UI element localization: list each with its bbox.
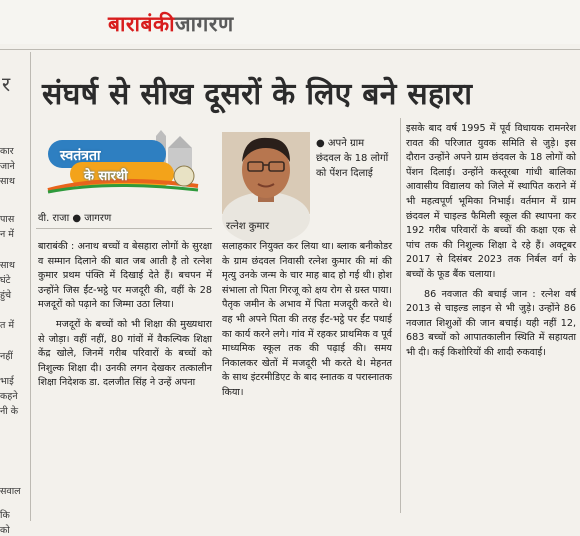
column-divider — [400, 118, 401, 513]
article-column-1 — [38, 240, 212, 391]
byline-divider — [36, 228, 212, 229]
left-column-line: पास — [0, 214, 15, 225]
left-column-line: नहीं — [0, 351, 13, 362]
left-column-line: साथ — [0, 176, 15, 187]
ratnesh-kumar-portrait — [222, 132, 310, 214]
left-column-line: घंटे — [0, 275, 11, 286]
logo-line-1: स्वतंत्रता — [60, 148, 101, 164]
article-paragraph: मजदूरों के बच्चों को भी शिक्षा की मुख्यधारा से जोड़ा। वहीं नहीं, 80 गांवों में वैकल्पिक शिक्षा केंद्र खोले, जिनमें गरीब परिवारों के बच्चों को निशुल्क शिक्षा दी। उनकी लगन देखकर तत्कालीन शिक्षा निदेशक डा. दलजीत सिंह ने उन्हें अपना — [38, 318, 212, 389]
article-paragraph: सलाहकार नियुक्त कर लिया था। ब्लाक बनीकोडर के ग्राम छंदवल निवासी रत्नेश कुमार की मां की मृत्यु उनके जन्म के चार माह बाद हो गई थी। होश संभाला तो पिता गिरजू को क्षय रोग से ग्रस्त पाया। पैतृक जमीन के अभाव में पिता मजदूरी करते थे। वह भी अपने पिता की तरह ईंट-भट्ठे पर ईंट पथाई का कार्य करने लगे। गांव में रहकर प्राथमिक व पूर्व माध्यमिक स्कूल तक की पढ़ाई की। समय निकालकर खेतों में मजदूरी भी करते थे। मेहनत के साथ इंटरमीडिएट के बाद स्नातक व परास्नातक किया। — [222, 241, 392, 398]
headline: संघर्ष से सीख दूसरों के लिए बने सहारा — [42, 77, 473, 112]
byline: वी. राजा ● जागरण — [38, 213, 112, 224]
callout-quote: ● अपने ग्राम छंदवल के 18 लोगों को पेंशन दिलाई — [316, 138, 389, 179]
masthead-brand: जागरण — [175, 12, 234, 36]
masthead-title — [108, 14, 234, 35]
left-column-line: न में — [0, 229, 14, 240]
article-paragraph: 86 नवजात की बचाई जान : रत्नेश वर्ष 2013 से चाइल्ड लाइन से भी जुड़े। उन्होंने 86 नवजात शिशुओं की जान बचाई। यही नहीं 12, 683 बच्चों को आपातकालीन स्थिति में सहायता भी दी। कई किशोरियों की शादी रुकवाई। — [406, 288, 576, 358]
left-adjacent-column — [0, 52, 31, 536]
portrait-graphic — [222, 132, 310, 214]
left-column-line: जाने — [0, 161, 15, 172]
left-column-line: सवाल — [0, 486, 21, 497]
photo-caption: रत्नेश कुमार — [226, 221, 270, 232]
masthead-city: बाराबंकी — [108, 12, 176, 36]
swatantrata-ke-sarthi-logo — [48, 130, 198, 192]
left-column-line: कि — [0, 510, 10, 521]
left-column-letter: र — [2, 72, 11, 96]
left-column-line: भाई — [0, 376, 14, 387]
article-paragraph: बाराबंकी : अनाथ बच्चों व बेसहारा लोगों के सुरक्षा व सम्मान दिलाने की बात जब आती है तो रत्नेश कुमार प्रथम पंक्ति में दिखाई देते हैं। बचपन में उन्होंने जिस ईंट-भट्ठे पर मजदूरी की, वहीं के 28 मजदूरों को पढ़ाने का जिम्मा उठा लिया। — [38, 241, 212, 311]
left-column-line: साथ — [0, 260, 15, 271]
left-column-line: त में — [0, 320, 15, 331]
masthead-divider — [0, 49, 580, 50]
article-paragraph: इसके बाद वर्ष 1995 में पूर्व विधायक रामनरेश रावत की परिजात युवक समिति से जुड़े। इस दौरान उन्होंने अपने ग्राम छंदवल के 18 लोगों को पेंशन दिलाई। उन्होंने कस्तूरबा गांधी बालिका आवासीय विद्यालय को जिले में स्थापित कराने में भी महत्वपूर्ण भूमिका निभाई। वर्तमान में ग्राम छंदवल में चाइल्ड फैमिली स्कूल की स्थापना कर 192 गरीब परिवारों के बच्चों की कक्षा एक से पांच तक की निशुल्क शिक्षा दे रहे हैं। अक्टूबर 2017 से दिसंबर 2023 तक निर्बल वर्ग के बच्चों के फूड बैंक चलाया। — [406, 123, 576, 280]
left-column-line: कार — [0, 146, 14, 157]
left-column-line: नी के — [0, 406, 19, 417]
article-column-3 — [406, 122, 576, 361]
left-column-line: को — [0, 525, 10, 536]
article-column-2 — [222, 240, 392, 401]
left-column-line: हुंचे — [0, 290, 12, 301]
logo-line-2: के सारथी — [84, 169, 128, 184]
left-column-line: कहने — [0, 391, 18, 402]
masthead — [0, 0, 580, 44]
